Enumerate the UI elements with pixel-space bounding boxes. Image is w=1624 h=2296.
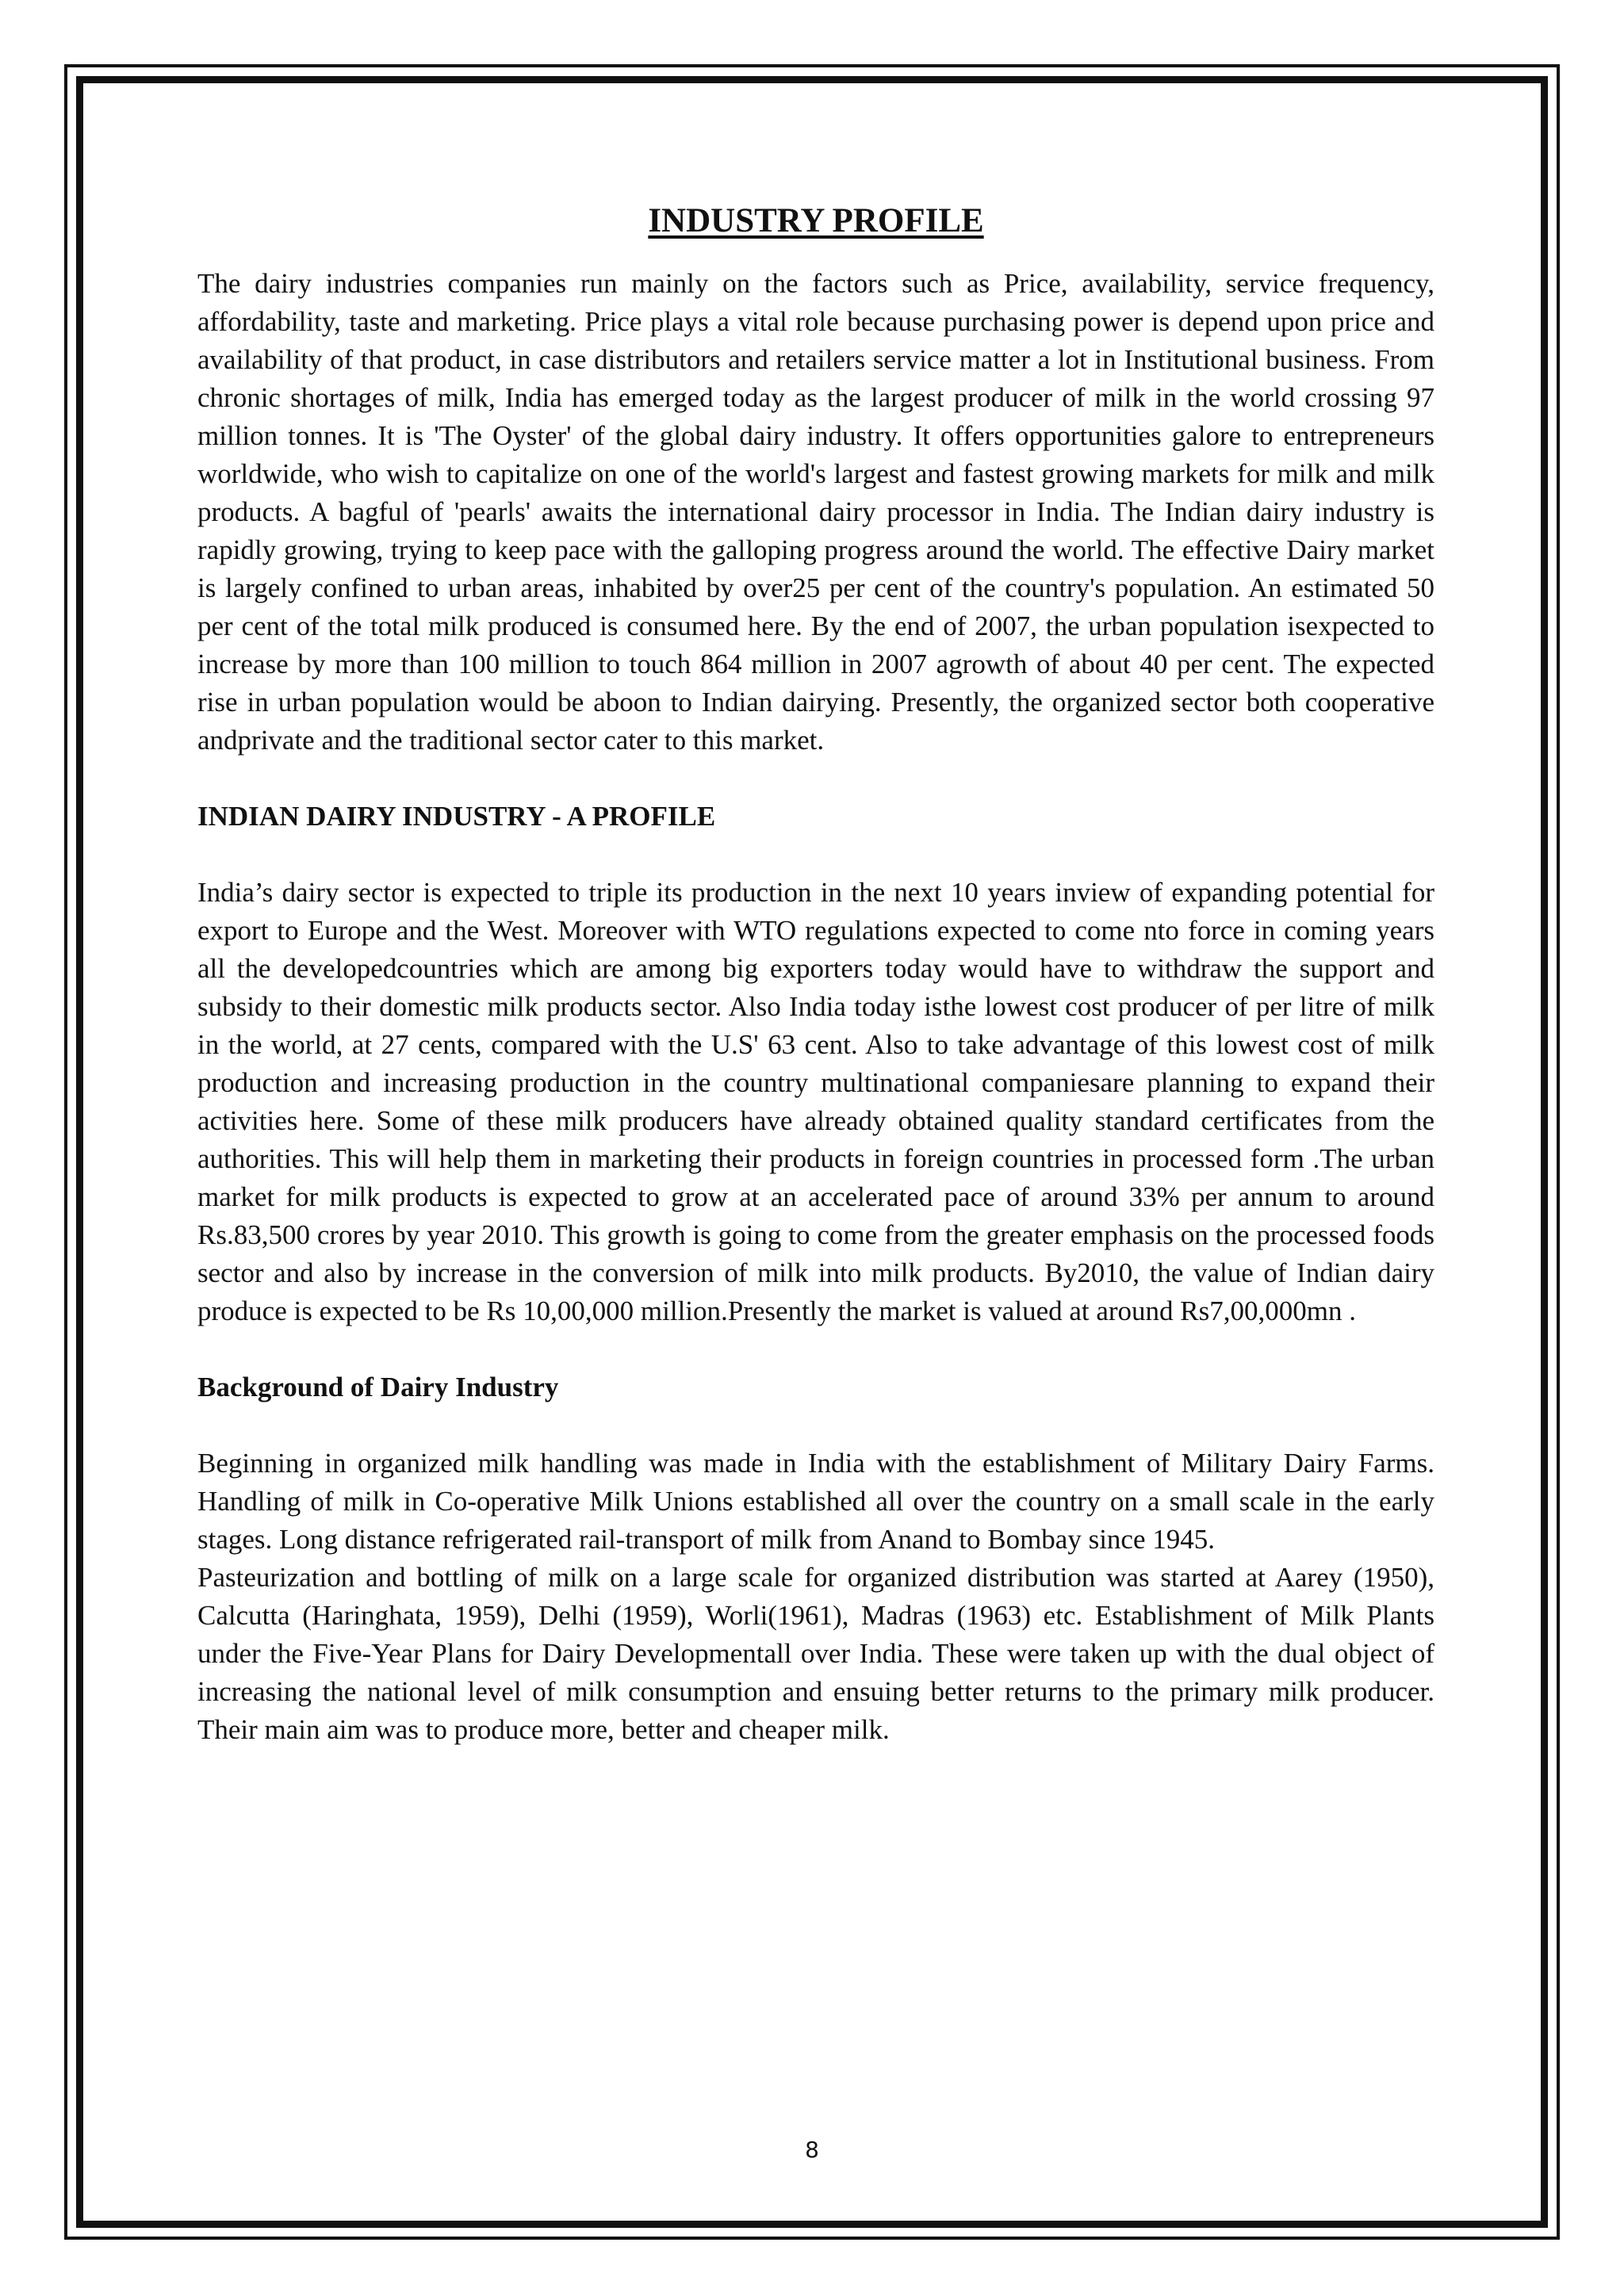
page-title: INDUSTRY PROFILE — [648, 202, 984, 239]
page-number: 8 — [805, 2137, 819, 2163]
intro-paragraph: The dairy industries companies run mainly on the factors such as Price, availability, service frequency, affordability, taste and marketing. Price plays a vital role because purchasing power is depend upon price and availability of that product, in case distributors and retailers service matter a lot in Institutional business. From chronic shortages of milk, India has emerged today as the largest producer of milk in the world crossing 97 million tonnes. It is 'The Oyster' of the global dairy industry. It offers opportunities galore to entrepreneurs worldwide, who wish to capitalize on one of the world's largest and fastest growing markets for milk and milk products. A bagful of 'pearls' awaits the international dairy processor in India. The Indian dairy industry is rapidly growing, trying to keep pace with the galloping progress around the world. The effective Dairy market is largely confined to urban areas, inhabited by over25 per cent of the country's population. An estimated 50 per cent of the total milk produced is consumed here. By the end of 2007, the urban population isexpected to increase by more than 100 million to touch 864 million in 2007 agrowth of about 40 per cent. The expected rise in urban population would be aboon to Indian dairying. Presently, the organized sector both cooperative andprivate and the traditional sector cater to this market. — [197, 268, 1434, 756]
background-paragraph-1: Beginning in organized milk handling was made in India with the establishment of Military Dairy Farms. Handling of milk in Co-operative Milk Unions established all over the country on a small scale in the early stages. Long distance refrigerated rail-transport of milk from Anand to Bombay since 1945. — [197, 1448, 1434, 1555]
section-heading-indian-dairy: INDIAN DAIRY INDUSTRY - A PROFILE — [197, 801, 716, 832]
background-paragraph-2: Pasteurization and bottling of milk on a large scale for organized distribution was started at Aarey (1950), Calcutta (Haringhata, 1959), Delhi (1959), Worli(1961), Madras (1963) etc. Establishment of Milk Plants under the Five-Year Plans for Dairy Developmentall over India. These were taken up with the dual object of increasing the national level of milk consumption and ensuing better returns to the primary milk producer. Their main aim was to produce more, better and cheaper milk. — [197, 1562, 1434, 1745]
indian-dairy-paragraph: India’s dairy sector is expected to triple its production in the next 10 years inview of expanding potential for export to Europe and the West. Moreover with WTO regulations expected to come nto force in coming years all the developedcountries which are among big exporters today would have to withdraw the support and subsidy to their domestic milk products sector. Also India today isthe lowest cost producer of per litre of milk in the world, at 27 cents, compared with the U.S' 63 cent. Also to take advantage of this lowest cost of milk production and increasing production in the country multinational companiesare planning to expand their activities here. Some of these milk producers have already obtained quality standard certificates from the authorities. This will help them in marketing their products in foreign countries in processed form .The urban market for milk products is expected to grow at an accelerated pace of around 33% per annum to around Rs.83,500 crores by year 2010. This growth is going to come from the greater emphasis on the processed foods sector and also by increase in the conversion of milk into milk products. By2010, the value of Indian dairy produce is expected to be Rs 10,00,000 million.Presently the market is valued at around Rs7,00,000mn . — [197, 877, 1434, 1326]
page-content — [197, 190, 1434, 1749]
section-heading-background: Background of Dairy Industry — [197, 1372, 559, 1402]
